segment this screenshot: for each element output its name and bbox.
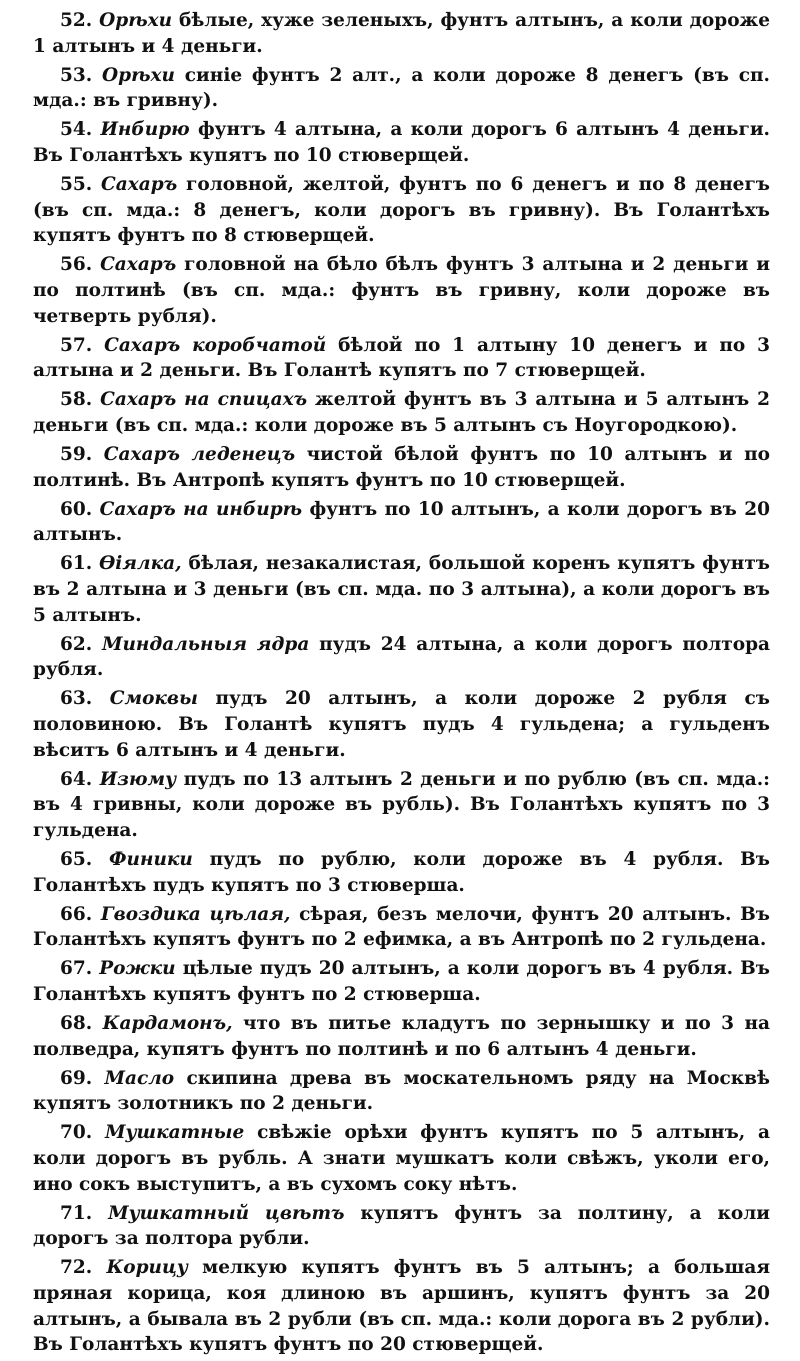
entry-number: 61. <box>60 553 93 575</box>
entry-number: 70. <box>60 1122 93 1144</box>
entry-number: 53. <box>60 64 93 86</box>
entry-number: 71. <box>60 1202 93 1224</box>
entry-55 <box>33 172 770 249</box>
entry-65 <box>33 847 770 898</box>
entry-63 <box>33 686 770 763</box>
entry-number: 69. <box>60 1067 93 1089</box>
entry-heading: Ѳіялка, <box>99 553 182 575</box>
entry-heading: Инбирю <box>100 119 190 141</box>
entry-heading: Миндальныя ядра <box>101 633 310 655</box>
entry-58 <box>33 387 770 438</box>
entry-heading: Финики <box>108 848 193 870</box>
entry-53 <box>33 63 770 114</box>
entry-69 <box>33 1066 770 1117</box>
entry-number: 56. <box>60 254 93 276</box>
entry-text: цѣлые пудъ 20 алтынъ, а коли дорогъ въ 4 рубля. Въ Голантѣхъ купятъ фунтъ по 2 стюверша. <box>33 958 770 1005</box>
entry-text: фунтъ 4 алтына, а коли дорогъ 6 алтынъ 4 деньги. Въ Голантѣхъ купятъ по 10 стюверщей. <box>33 119 770 166</box>
entry-number: 68. <box>60 1012 93 1034</box>
entry-text: чистой бѣлой фунтъ по 10 алтынъ и по полтинѣ. Въ Антропѣ купятъ фунтъ по 10 стюверщей. <box>33 444 771 491</box>
entry-text: сѣрая, безъ мелочи, фунтъ 20 алтынъ. Въ Голантѣхъ купятъ фунтъ по 2 ефимка, а въ Антропѣ по 2 гульдена. <box>33 903 770 951</box>
entry-number: 55. <box>60 174 93 196</box>
entry-text: фунтъ по 10 алтынъ, а коли дорогъ въ 20 алтынъ. <box>33 498 770 546</box>
entry-heading: Сахаръ леденецъ <box>103 444 296 465</box>
entry-text: пудъ 20 алтынъ, а коли дороже 2 рубля съ половиною. Въ Голантѣ купятъ пудъ 4 гульдена; а гульденъ вѣситъ 6 алтынъ и 4 деньги. <box>33 688 770 761</box>
entry-number: 67. <box>60 958 93 980</box>
entry-68 <box>33 1011 770 1062</box>
entry-number: 52. <box>60 10 93 31</box>
entry-heading: Сахаръ коробчатой <box>104 334 327 356</box>
entry-text: скипина древа въ москательномъ ряду на Москвѣ купятъ золотникъ по 2 деньги. <box>33 1067 770 1115</box>
entry-64 <box>33 767 770 844</box>
entry-text: купятъ фунтъ за полтину, а коли дорогъ за полтора рубли. <box>33 1202 770 1250</box>
entry-72 <box>33 1255 770 1357</box>
entry-number: 60. <box>60 498 93 520</box>
entry-text: синіе фунтъ 2 алт., а коли дороже 8 денегъ (въ сп. мда.: въ гривну). <box>33 64 770 112</box>
entry-number: 63. <box>60 688 93 710</box>
document-page <box>33 8 770 1361</box>
entry-heading: Сахаръ <box>100 254 177 276</box>
entry-number: 57. <box>60 334 93 356</box>
entry-57 <box>33 333 770 384</box>
entry-heading: Корицу <box>106 1257 188 1279</box>
entry-heading: Смоквы <box>109 688 198 710</box>
entry-number: 58. <box>60 389 93 411</box>
entry-heading: Орѣхи <box>99 10 173 31</box>
entry-text: бѣлая, незакалистая, большой коренъ купятъ фунтъ въ 2 алтына и 3 деньги (въ сп. мда. по 3 алтына), а коли дорогъ въ 5 алтынъ. <box>33 553 770 626</box>
entry-number: 66. <box>60 903 93 925</box>
entry-number: 65. <box>60 848 93 870</box>
entry-heading: Рожки <box>99 958 176 980</box>
entry-60 <box>33 497 770 548</box>
entry-number: 62. <box>60 633 93 655</box>
entry-heading: Сахаръ <box>101 174 178 196</box>
entry-67 <box>33 956 770 1007</box>
entry-heading: Изюму <box>99 768 177 790</box>
entry-heading: Орѣхи <box>102 64 175 86</box>
entry-text: желтой фунтъ въ 3 алтына и 5 алтынъ 2 деньги (въ сп. мда.: коли дороже въ 5 алтынъ съ Ноугородкою). <box>33 389 770 436</box>
entry-number: 64. <box>60 768 93 790</box>
entry-text: мелкую купятъ фунтъ въ 5 алтынъ; а большая пряная корица, коя длиною въ аршинъ, купятъ фунтъ за 20 алтынъ, а бывала въ 2 рубли (въ сп. мда.: коли дорога въ 2 рубли). Въ Голантѣхъ купятъ фунтъ по 20 стюверщей. <box>33 1257 770 1356</box>
entry-66 <box>33 902 770 953</box>
entry-heading: Гвоздика цѣлая, <box>100 903 291 925</box>
entry-text: головной, желтой, фунтъ по 6 денегъ и по 8 денегъ (въ сп. мда.: 8 денегъ, коли дорогъ въ гривну). Въ Голантѣхъ купятъ фунтъ по 8 стюверщей. <box>33 174 770 247</box>
entry-71 <box>33 1201 770 1252</box>
entry-heading: Мушкатный цвѣтъ <box>108 1202 345 1224</box>
entry-70 <box>33 1120 770 1197</box>
entry-number: 59. <box>60 444 93 465</box>
entry-62 <box>33 632 770 683</box>
entry-text: что въ питье кладутъ по зернышку и по 3 на полведра, купятъ фунтъ по полтинѣ и по 6 алтынъ 4 деньги. <box>33 1012 770 1060</box>
entry-56 <box>33 252 770 329</box>
entry-text: свѣжіе орѣхи фунтъ купятъ по 5 алтынъ, а коли дорогъ въ рубль. А знати мушкатъ коли свѣжъ, уколи его, ино сокъ выступитъ, а въ сухомъ соку нѣтъ. <box>33 1122 770 1195</box>
entry-number: 72. <box>60 1257 93 1279</box>
entry-number: 54. <box>60 119 93 141</box>
entry-heading: Мушкатные <box>104 1122 245 1144</box>
entry-text: бѣлой по 1 алтыну 10 денегъ и по 3 алтына и 2 деньги. Въ Голантѣ купятъ по 7 стюверщей. <box>33 334 770 382</box>
entry-heading: Сахаръ на спицахъ <box>100 389 308 411</box>
entry-54 <box>33 117 770 168</box>
entry-text: бѣлые, хуже зеленыхъ, фунтъ алтынъ, а коли дороже 1 алтынъ и 4 деньги. <box>33 10 770 57</box>
entry-text: головной на бѣло бѣлъ фунтъ 3 алтына и 2 деньги и по полтинѣ (въ сп. мда.: фунтъ въ гривну, коли дороже въ четверть рубля). <box>33 254 770 327</box>
entry-61 <box>33 551 770 628</box>
entry-text: пудъ 24 алтына, а коли дорогъ полтора рубля. <box>33 633 770 681</box>
entry-52 <box>33 8 770 59</box>
entry-59 <box>33 442 770 493</box>
entry-heading: Кардамонъ, <box>102 1012 233 1034</box>
entry-heading: Сахаръ на инбирѣ <box>99 498 303 520</box>
entry-text: пудъ по рублю, коли дороже въ 4 рубля. Въ Голантѣхъ пудъ купятъ по 3 стюверша. <box>33 848 770 896</box>
entry-heading: Масло <box>104 1067 175 1089</box>
entry-text: пудъ по 13 алтынъ 2 деньги и по рублю (въ сп. мда.: въ 4 гривны, коли дороже въ рубль). Въ Голантѣхъ купятъ по 3 гульдена. <box>33 768 770 841</box>
